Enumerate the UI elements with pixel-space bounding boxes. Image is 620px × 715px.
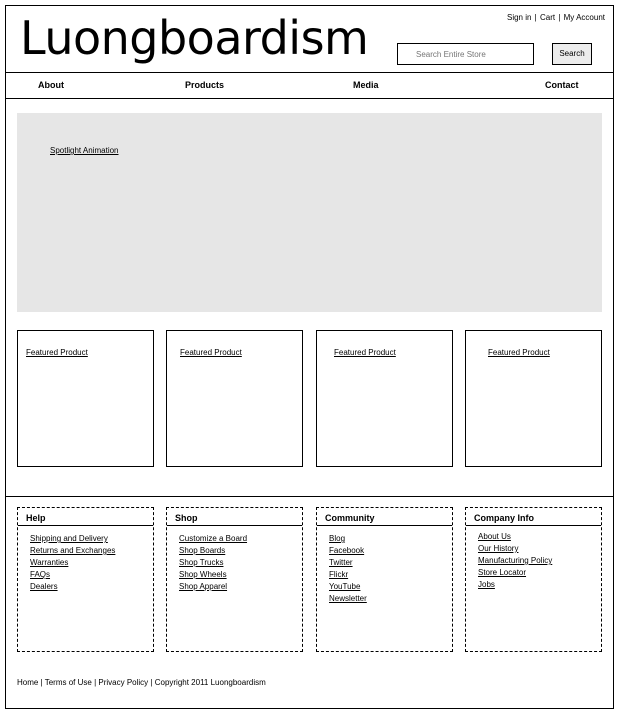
- separator: |: [91, 678, 99, 687]
- footer-link[interactable]: FAQs: [30, 570, 51, 579]
- utility-links: [470, 13, 605, 22]
- featured-product-label[interactable]: Featured Product: [334, 348, 396, 357]
- featured-product-card[interactable]: [465, 330, 602, 467]
- footer-column-company-info: [465, 507, 602, 652]
- footer-link[interactable]: Shipping and Delivery: [30, 534, 108, 543]
- main-nav: [5, 72, 614, 99]
- featured-product-card[interactable]: [316, 330, 453, 467]
- spotlight-banner[interactable]: [17, 113, 602, 312]
- footer-link[interactable]: YouTube: [329, 582, 361, 591]
- featured-product-label[interactable]: Featured Product: [488, 348, 550, 357]
- footer-link[interactable]: Shop Apparel: [179, 582, 228, 591]
- footer-column-community: [316, 507, 453, 652]
- footer-link[interactable]: Store Locator: [478, 568, 527, 577]
- footer-link[interactable]: Shop Wheels: [179, 570, 227, 579]
- my-account-link[interactable]: My Account: [563, 13, 605, 22]
- nav-item-media[interactable]: Media: [353, 80, 379, 90]
- footer-link[interactable]: Warranties: [30, 558, 69, 567]
- search-input[interactable]: [397, 43, 534, 65]
- footer-link[interactable]: Our History: [478, 544, 519, 553]
- footer-link[interactable]: Shop Trucks: [179, 558, 224, 567]
- footer-bottom-links: [17, 678, 266, 687]
- footer-column-shop: [166, 507, 303, 652]
- footer-link[interactable]: Returns and Exchanges: [30, 546, 116, 555]
- footer-link[interactable]: Customize a Board: [179, 534, 248, 543]
- featured-product-label[interactable]: Featured Product: [180, 348, 242, 357]
- featured-product-card[interactable]: [166, 330, 303, 467]
- footer-link[interactable]: Dealers: [30, 582, 58, 591]
- featured-product-label[interactable]: Featured Product: [26, 348, 88, 357]
- separator: |: [38, 678, 45, 687]
- nav-item-products[interactable]: Products: [185, 80, 225, 90]
- footer-column-title: Shop: [167, 508, 302, 526]
- terms-link[interactable]: Terms of Use: [44, 678, 92, 687]
- footer-link[interactable]: Twitter: [329, 558, 353, 567]
- site-logo[interactable]: Luongboardism: [20, 11, 369, 65]
- footer-link[interactable]: Facebook: [329, 546, 365, 555]
- footer-link[interactable]: Shop Boards: [179, 546, 226, 555]
- nav-item-contact[interactable]: Contact: [545, 80, 579, 90]
- footer-column-title: Company Info: [466, 508, 601, 526]
- footer-link[interactable]: Newsletter: [329, 594, 367, 603]
- footer-link[interactable]: Blog: [329, 534, 346, 543]
- cart-link[interactable]: Cart: [539, 13, 556, 22]
- nav-item-about[interactable]: About: [38, 80, 64, 90]
- footer-column-title: Help: [18, 508, 153, 526]
- spotlight-label[interactable]: Spotlight Animation: [50, 146, 119, 155]
- footer-column-title: Community: [317, 508, 452, 526]
- separator: |: [148, 678, 155, 687]
- footer-link[interactable]: About Us: [478, 532, 511, 541]
- separator: |: [532, 13, 539, 22]
- footer-link[interactable]: Manufacturing Policy: [478, 556, 553, 565]
- featured-product-card[interactable]: [17, 330, 154, 467]
- separator: |: [556, 13, 563, 22]
- search-button[interactable]: Search: [552, 43, 592, 65]
- copyright-text: Copyright 2011 Luongboardism: [154, 678, 266, 687]
- footer-divider: [5, 496, 614, 497]
- footer-column-help: [17, 507, 154, 652]
- privacy-link[interactable]: Privacy Policy: [98, 678, 149, 687]
- home-link[interactable]: Home: [17, 678, 39, 687]
- footer-link[interactable]: Jobs: [478, 580, 495, 589]
- footer-link[interactable]: Flickr: [329, 570, 349, 579]
- sign-in-link[interactable]: Sign in: [506, 13, 532, 22]
